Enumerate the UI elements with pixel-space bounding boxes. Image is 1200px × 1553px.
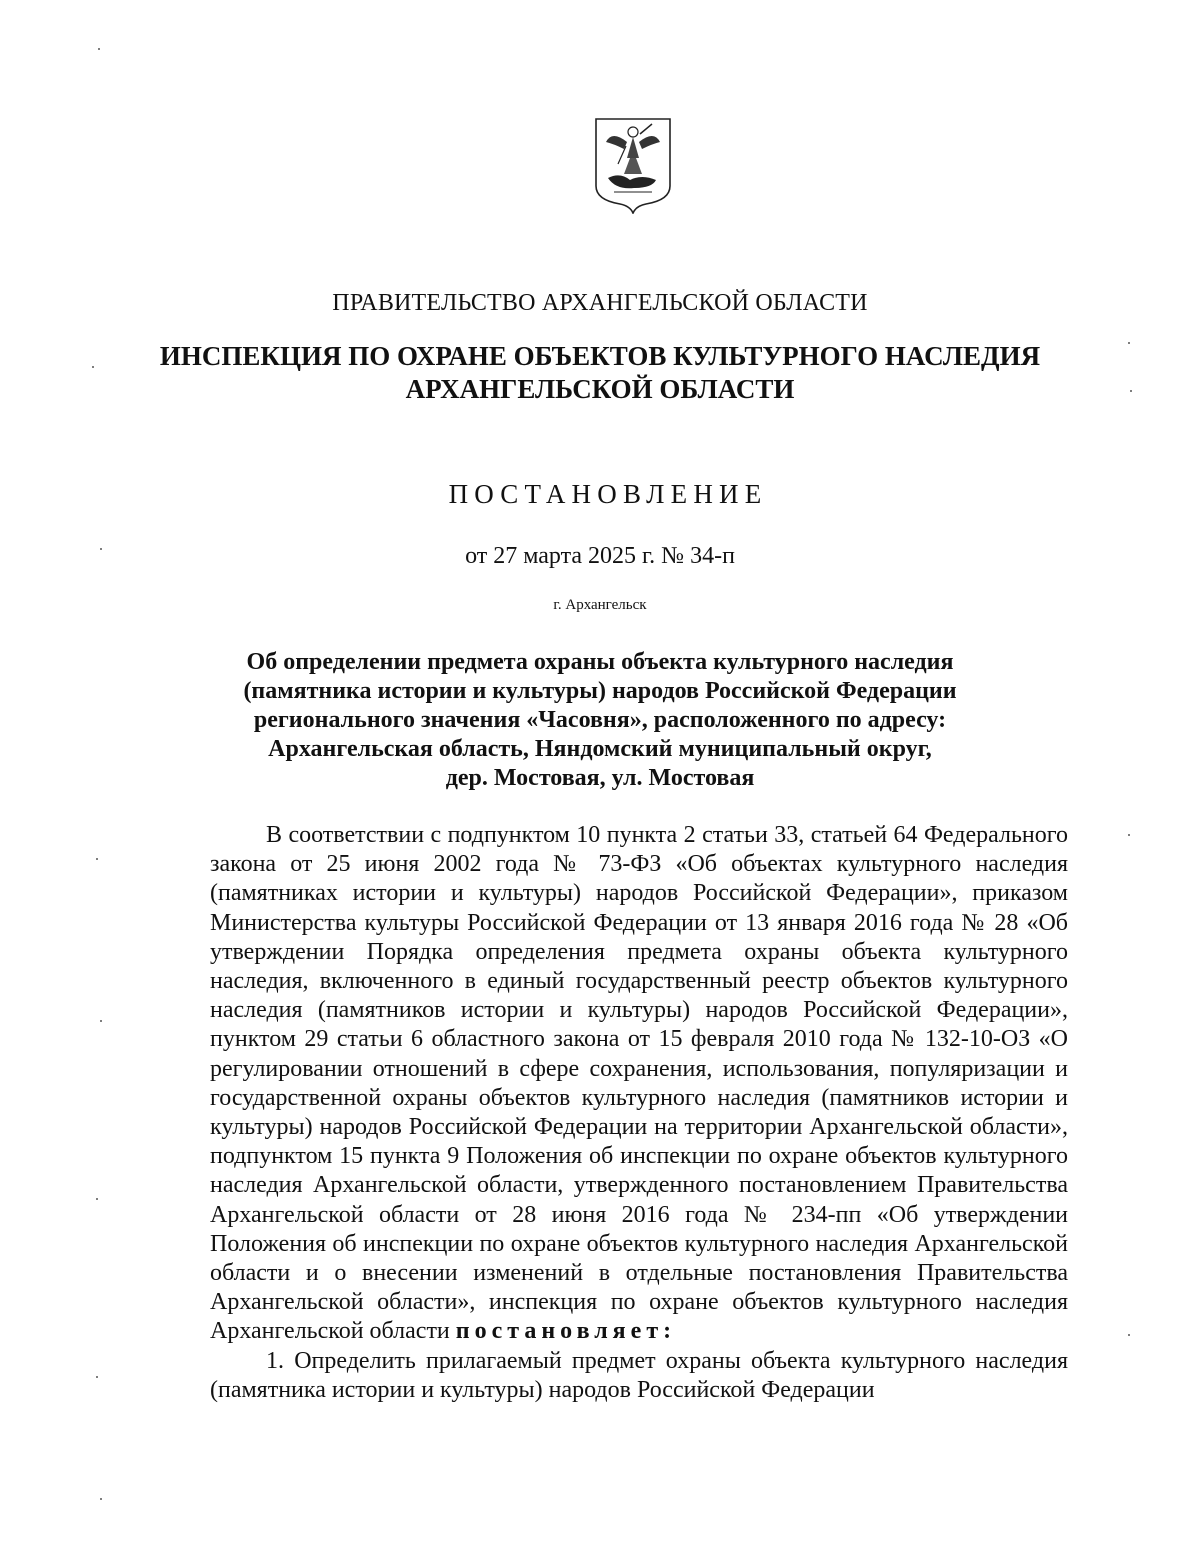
title-line2: (памятника истории и культуры) народов Российской Федерации xyxy=(243,678,957,704)
inspection-name xyxy=(0,340,1200,406)
decree-word: постановляет: xyxy=(455,1318,677,1345)
clause-1-paragraph: 1. Определить прилагаемый предмет охраны объекта культурного наследия (памятника истории и культуры) народов Российской Федерации xyxy=(210,1347,1068,1403)
scan-speck xyxy=(1128,1334,1130,1336)
scan-speck xyxy=(1128,342,1130,344)
title-line5: дер. Мостовая, ул. Мостовая xyxy=(445,765,755,791)
document-body xyxy=(210,821,1068,1405)
title-line3: регионального значения «Часовня», расположенного по адресу: xyxy=(253,707,947,733)
scan-speck xyxy=(96,1198,98,1200)
scan-speck xyxy=(1128,834,1130,836)
coat-of-arms-icon xyxy=(594,116,672,214)
inspection-name-line1: ИНСПЕКЦИЯ ПО ОХРАНЕ ОБЪЕКТОВ КУЛЬТУРНОГО НАСЛЕДИЯ xyxy=(159,341,1041,371)
title-line1: Об определении предмета охраны объекта культурного наследия xyxy=(246,649,954,675)
scan-speck xyxy=(100,1020,102,1022)
government-name: ПРАВИТЕЛЬСТВО АРХАНГЕЛЬСКОЙ ОБЛАСТИ xyxy=(332,290,868,316)
scan-speck xyxy=(96,1376,98,1378)
inspection-name-line2: АРХАНГЕЛЬСКОЙ ОБЛАСТИ xyxy=(405,374,795,404)
scan-speck xyxy=(98,48,100,50)
document-title xyxy=(0,648,1200,793)
document-type: ПОСТАНОВЛЕНИЕ xyxy=(448,479,768,509)
scan-speck xyxy=(96,858,98,860)
title-line4: Архангельская область, Няндомский муниципальный округ, xyxy=(268,736,932,762)
scan-speck xyxy=(100,1498,102,1500)
scan-speck xyxy=(1130,390,1132,392)
preamble-text: В соответствии с подпунктом 10 пункта 2 статьи 33, статьей 64 Федерального закона от 25 июня 2002 года № 73-ФЗ «Об объектах культурного наследия (памятниках истории и культуры) народов Российской Федерации», приказом Министерства культуры Российской Федерации от 13 января 2016 года № 28 «Об утверждении Порядка определения предмета охраны объекта культурного наследия, включенного в единый государственный реестр объектов культурного наследия (памятников истории и культуры) народов Российской Федерации», пунктом 29 статьи 6 областного закона от 15 февраля 2010 года № 132-10-ОЗ «О регулировании отношений в сфере сохранения, использования, популяризации и государственной охраны объектов культурного наследия (памятников истории и культуры) народов Российской Федерации на территории Архангельской области», подпунктом 15 пункта 9 Положения об инспекции по охране объектов культурного наследия Архангельской области, утвержденного постановлением Правительства Архангельской области от 28 июня 2016 года № 234-пп «Об утверждении Положения об инспекции по охране объектов культурного наследия Архангельской области и о внесении изменений в отдельные постановления Правительства Архангельской области», инспекция по охране объектов культурного наследия Архангельской области xyxy=(210,822,1068,1345)
scan-speck xyxy=(100,548,102,550)
document-date-number: от 27 марта 2025 г. № 34-п xyxy=(465,543,735,569)
document-city: г. Архангельск xyxy=(553,597,647,613)
scan-speck xyxy=(92,366,94,368)
preamble-paragraph xyxy=(210,821,1068,1347)
